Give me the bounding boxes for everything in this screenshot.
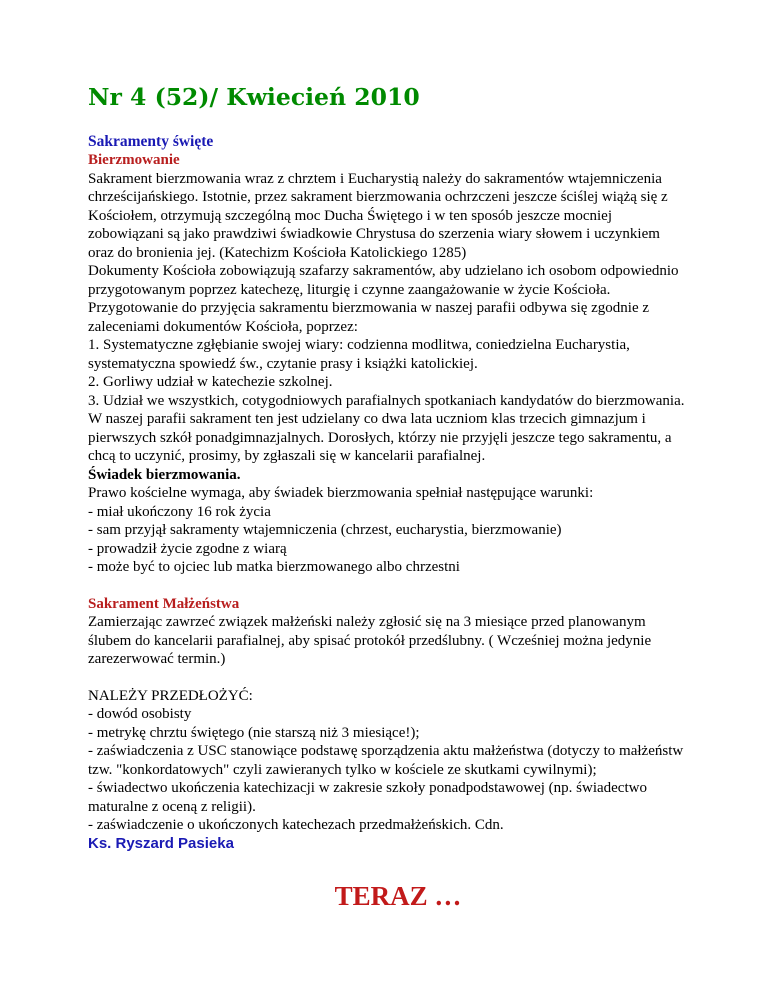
marriage-heading: Sakrament Małżeństwa: [88, 595, 240, 612]
witness-line: Prawo kościelne wymaga, aby świadek bierzmowania spełniał następujące warunki:: [88, 485, 594, 501]
witness-line: - miał ukończony 16 rok życia: [88, 503, 271, 520]
confirmation-paragraph: Przygotowanie do przyjęcia sakramentu bierzmowania w naszej parafii odbywa się zgodnie z zaleceniami dokumentów Kościoła, poprzez:: [88, 300, 650, 335]
preparation-item: 3. Udział we wszystkich, cotygodniowych parafialnych spotkaniach kandydatów do bierzmowania.: [88, 392, 685, 409]
preparation-item: 1. Systematyczne zgłębianie swojej wiary: codzienna modlitwa, coniedzielna Eucharystia, systematyczna spowiedź św., czytanie prasy i książki katolickiej.: [88, 337, 630, 372]
document-page: [88, 82, 688, 911]
preparation-item: 2. Gorliwy udział w katechezie szkolnej.: [88, 374, 333, 390]
required-item: - zaświadczenia z USC stanowiące podstawę sporządzenia aktu małżeństwa (dotyczy to małżeństw tzw. "konkordatowych" czyli zawieranych tylko w kościele ze skutkami cywilnymi);: [88, 743, 684, 778]
confirmation-paragraph: Dokumenty Kościoła zobowiązują szafarzy sakramentów, aby udzielano ich osobom odpowiednio przygotowanym poprzez katechezę, liturgię i czynne zaangażowanie w życie Kościoła.: [88, 263, 679, 298]
spacer: [88, 669, 688, 687]
spacer: [88, 577, 688, 595]
required-heading: NALEŻY PRZEDŁOŻYĆ:: [88, 687, 253, 704]
required-item: - świadectwo ukończenia katechizacji w zakresie szkoły ponadpodstawowej (np. świadectwo maturalne z oceną z religii).: [88, 780, 647, 815]
closing-heading: TERAZ …: [334, 881, 462, 911]
required-item: - metrykę chrztu świętego (nie starszą niż 3 miesiące!);: [88, 724, 420, 741]
required-item: - zaświadczenie o ukończonych katechezach przedmałżeńskich. Cdn.: [88, 817, 504, 833]
marriage-intro: Zamierzając zawrzeć związek małżeński należy zgłosić się na 3 miesiące przed planowanym ślubem do kancelarii parafialnej, aby spisać protokół przedślubny. ( Wcześniej można jedynie zarezerwować termin.): [88, 614, 652, 667]
required-item: - dowód osobisty: [88, 706, 192, 722]
issue-title: Nr 4 (52)/ Kwiecień 2010: [88, 83, 420, 111]
author-signature: Ks. Ryszard Pasieka: [88, 834, 234, 852]
witness-line: - prowadził życie zgodne z wiarą: [88, 540, 287, 557]
confirmation-heading: Bierzmowanie: [88, 152, 180, 168]
witness-line: - sam przyjął sakramenty wtajemniczenia (chrzest, eucharystia, bierzmowanie): [88, 522, 562, 538]
confirmation-paragraph: Sakrament bierzmowania wraz z chrztem i Eucharystią należy do sakramentów wtajemniczenia chrześcijańskiego. Istotnie, przez sakrament bierzmowania ochrzczeni jeszcze ściślej wiążą się z Kościołem, otrzymują szczególną moc Ducha Świętego i w ten sposób jeszcze mocniej zobowiązani są jako prawdziwi świadkowie Chrystusa do szerzenia wiary słowem i uczynkiem oraz do bronienia jej. (Katechizm Kościoła Katolickiego 1285): [88, 170, 668, 261]
witness-line: - może być to ojciec lub matka bierzmowanego albo chrzestni: [88, 559, 460, 575]
confirmation-paragraph: W naszej parafii sakrament ten jest udzielany co dwa lata uczniom klas trzecich gimnazjum i pierwszych szkół ponadgimnazjalnych. Dorosłych, którzy nie przyjęli jeszcze tego sakramentu, a chcą to uczynić, prosimy, by zgłaszali się w kancelarii parafialnej.: [88, 411, 672, 464]
witness-heading: Świadek bierzmowania.: [88, 466, 241, 483]
section-title: Sakramenty święte: [88, 133, 214, 150]
